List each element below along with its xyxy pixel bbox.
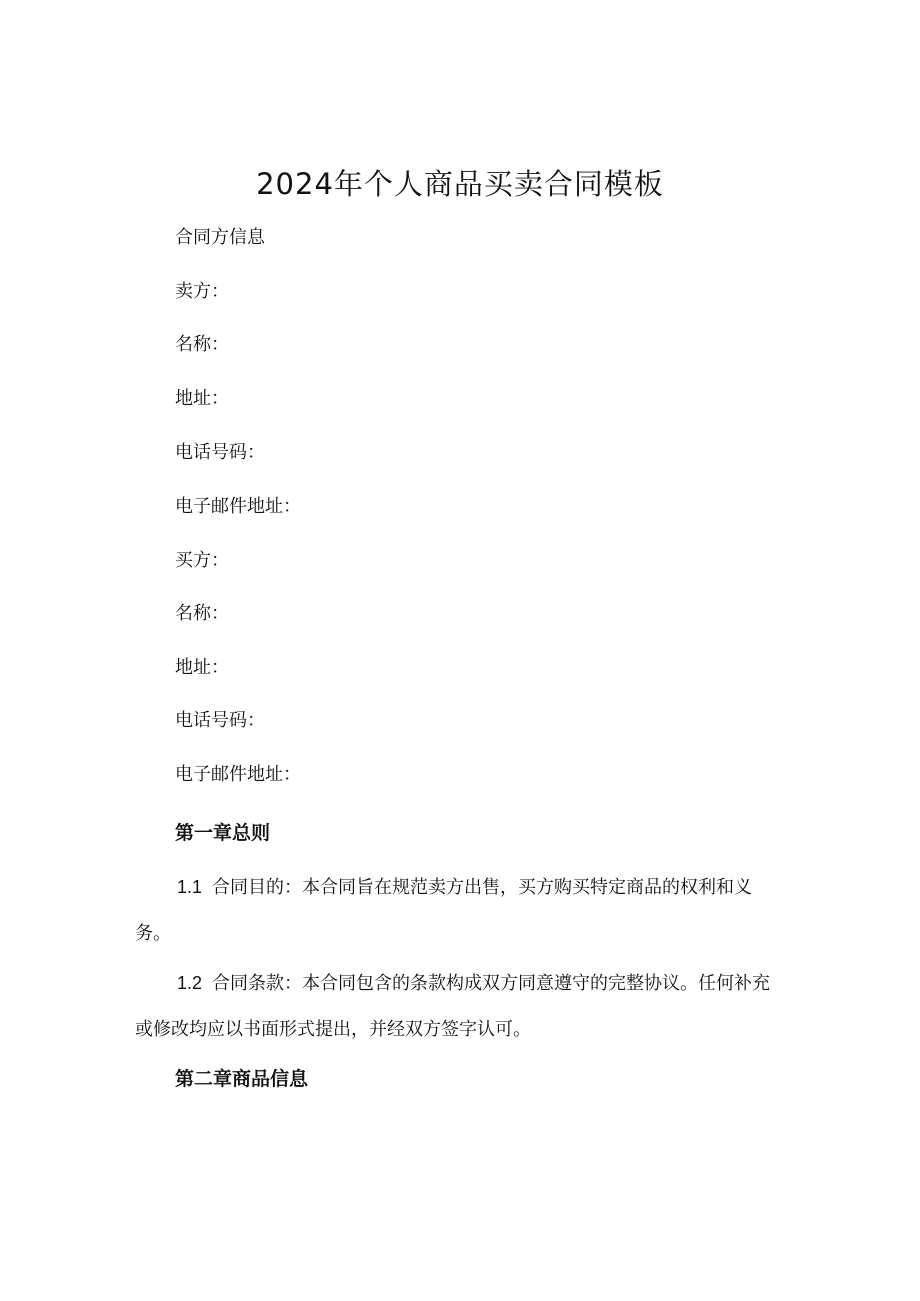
clause-text: 合同条款：本合同包含的条款构成双方同意遵守的完整协议。任何补充或修改均应以书面形式提出，并经双方签字认可。	[135, 973, 771, 1040]
buyer-name-field: 名称：	[175, 603, 229, 624]
chapter2-heading: 第二章商品信息	[175, 1068, 309, 1090]
seller-address-field: 地址：	[175, 388, 229, 409]
parties-section-label: 合同方信息	[175, 227, 265, 248]
clause-number: 1.2	[177, 973, 203, 993]
clause-number: 1.1	[177, 877, 203, 897]
seller-label: 卖方：	[175, 281, 229, 302]
clause-1-1	[135, 864, 785, 957]
seller-name-field: 名称：	[175, 334, 229, 355]
seller-phone-field: 电话号码：	[175, 442, 265, 463]
clause-text: 合同目的：本合同旨在规范卖方出售，买方购买特定商品的权利和义务。	[135, 877, 753, 944]
document-title: 2024年个人商品买卖合同模板	[256, 167, 664, 201]
buyer-address-field: 地址：	[175, 657, 229, 678]
buyer-label: 买方：	[175, 550, 229, 571]
chapter1-heading: 第一章总则	[175, 822, 271, 844]
clause-1-2	[135, 960, 785, 1053]
buyer-phone-field: 电话号码：	[175, 710, 265, 731]
buyer-email-field: 电子邮件地址：	[175, 764, 301, 785]
seller-email-field: 电子邮件地址：	[175, 496, 301, 517]
